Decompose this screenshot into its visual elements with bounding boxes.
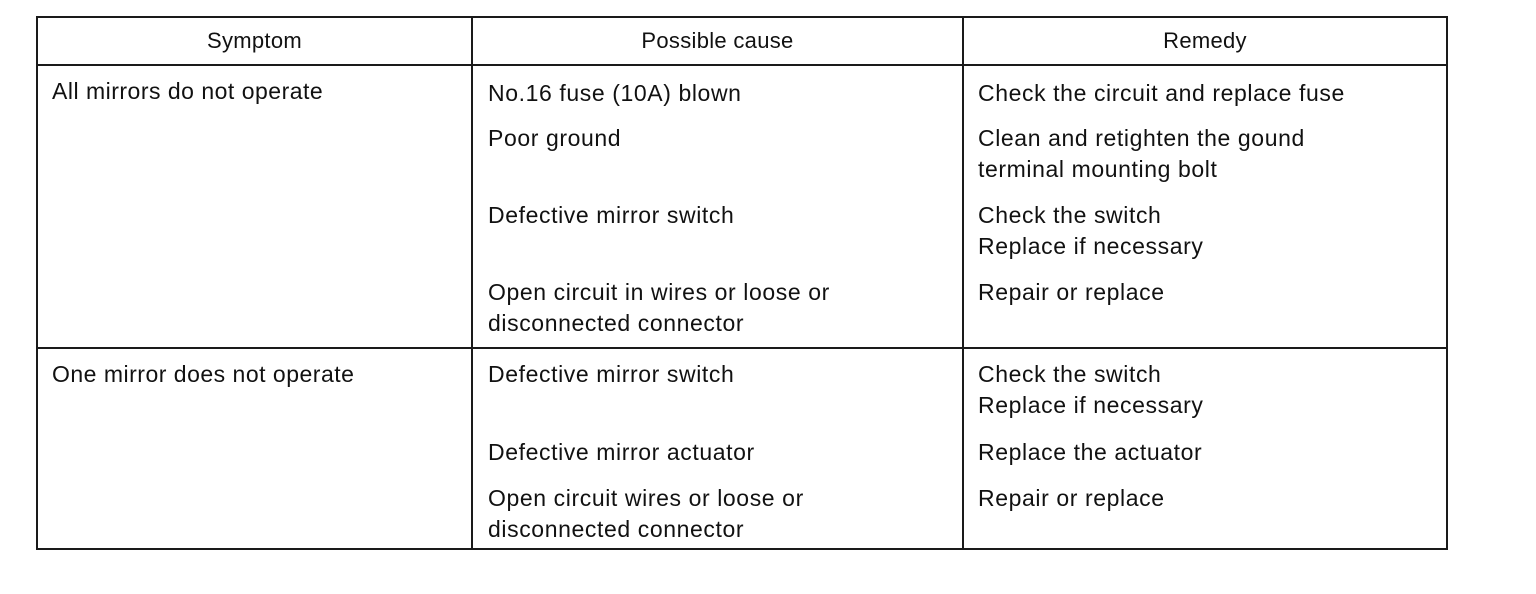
cause-cell xyxy=(473,473,964,548)
remedy-line: Repair or replace xyxy=(978,485,1165,511)
table-row xyxy=(473,473,1446,548)
remedy-line: terminal mounting bolt xyxy=(978,156,1218,182)
table-row xyxy=(473,427,1446,473)
remedy-cell xyxy=(964,349,1446,427)
cause-line: Defective mirror switch xyxy=(488,361,735,387)
cause-line: disconnected connector xyxy=(488,516,745,542)
remedy-line: Replace if necessary xyxy=(978,233,1204,259)
header-remedy: Remedy xyxy=(1163,28,1247,53)
cause-cell xyxy=(473,427,964,473)
remedy-cell xyxy=(964,427,1446,473)
remedy-cell xyxy=(964,267,1446,347)
remedy-cell xyxy=(964,66,1446,112)
cause-cell xyxy=(473,267,964,347)
table-header-row xyxy=(38,18,1446,66)
cause-remedy-list xyxy=(473,349,1446,548)
symptom-cell: One mirror does not operate xyxy=(38,349,473,548)
cause-line: Poor ground xyxy=(488,125,622,151)
troubleshooting-table xyxy=(36,16,1448,550)
remedy-line: Clean and retighten the gound xyxy=(978,125,1305,151)
remedy-line: Replace the actuator xyxy=(978,439,1203,465)
cause-remedy-list xyxy=(473,66,1446,347)
table-row xyxy=(473,267,1446,347)
cause-line: Defective mirror switch xyxy=(488,202,735,228)
cause-line: disconnected connector xyxy=(488,310,745,336)
symptom-group-all-mirrors xyxy=(38,66,1446,349)
remedy-line: Check the switch xyxy=(978,361,1162,387)
cause-line: Open circuit in wires or loose or xyxy=(488,279,830,305)
cause-line: Open circuit wires or loose or xyxy=(488,485,804,511)
remedy-cell xyxy=(964,112,1446,189)
header-symptom: Symptom xyxy=(38,18,473,64)
table-row xyxy=(473,112,1446,189)
header-possible-cause: Possible cause xyxy=(473,18,964,64)
cause-cell xyxy=(473,66,964,112)
symptom-cell: All mirrors do not operate xyxy=(38,66,473,347)
cause-cell xyxy=(473,189,964,267)
remedy-line: Check the circuit and replace fuse xyxy=(978,80,1345,106)
remedy-line: Repair or replace xyxy=(978,279,1165,305)
table-row xyxy=(473,349,1446,427)
cause-line: Defective mirror actuator xyxy=(488,439,755,465)
symptom-group-one-mirror xyxy=(38,349,1446,548)
remedy-cell xyxy=(964,473,1446,548)
table-row xyxy=(473,189,1446,267)
cause-line: No.16 fuse (10A) blown xyxy=(488,80,742,106)
cause-cell xyxy=(473,112,964,189)
remedy-line: Check the switch xyxy=(978,202,1162,228)
cause-cell xyxy=(473,349,964,427)
table-row xyxy=(473,66,1446,112)
remedy-cell xyxy=(964,189,1446,267)
remedy-line: Replace if necessary xyxy=(978,392,1204,418)
